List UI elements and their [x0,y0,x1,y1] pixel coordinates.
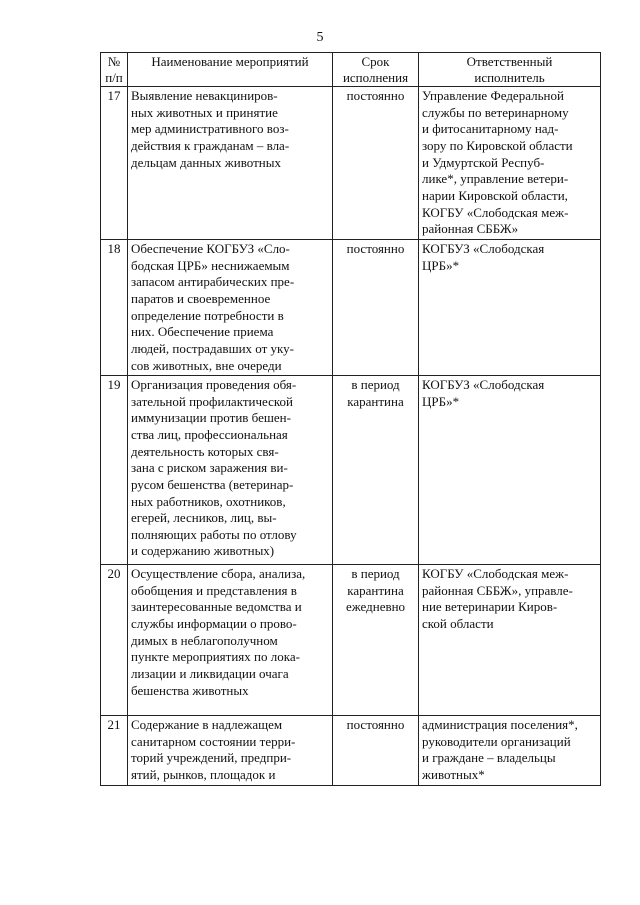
row-number: 21 [101,716,128,786]
text-line: лике*, управление ветери- [422,171,569,187]
text-line: нарии Кировской области, [422,187,568,203]
text-line: заинтересованные ведомства и [131,599,302,615]
text-line: димых в неблагополучном [131,632,278,648]
text-line: мер административного воз- [131,121,289,137]
header-line: исполнения [342,69,409,85]
text-line: бешенства животных [131,682,249,698]
table-row [101,87,601,240]
header-term [333,53,419,87]
table-row [101,565,601,716]
text-line: полняющих работы по отлову [131,526,297,542]
text-line: и содержанию животных) [131,543,275,559]
header-responsible [419,53,601,87]
header-num [101,53,128,87]
text-line: ской области [422,616,494,632]
text-line: зана с риском заражения ви- [131,460,288,476]
row-action [128,376,333,565]
text-line: лизации и ликвидации очага [131,665,289,681]
text-line: ных животных и принятие [131,104,278,120]
text-line: ных работников, охотников, [131,493,286,509]
row-term [333,565,419,716]
row-responsible [419,87,601,240]
header-line: Ответственный [466,54,553,69]
text-line: деятельность которых свя- [131,443,279,459]
text-line: карантина [347,393,404,409]
text-line: Организация проведения обя- [131,377,297,393]
header-line: п/п [105,69,123,85]
table-row [101,716,601,786]
text-line: администрация поселения*, [422,717,578,733]
text-line: санитарном состоянии терри- [131,733,296,749]
text-line: Обеспечение КОГБУЗ «Сло- [131,241,290,257]
header-action [128,53,333,87]
text-line: бодская ЦРБ» неснижаемым [131,257,290,273]
text-line: иммунизации против бешен- [131,410,291,426]
text-line: КОГБУ «Слободская меж- [422,204,569,220]
text-line: ежедневно [345,599,406,615]
text-line: Выявление невакциниров- [131,88,278,104]
table-header-row [101,53,601,87]
text-line: ства лиц, профессиональная [131,427,288,443]
text-line: КОГБУ «Слободская меж- [422,566,569,582]
text-line: паратов и своевременное [131,291,271,307]
header-line: Срок [361,54,390,69]
row-responsible [419,376,601,565]
row-term [333,376,419,565]
header-line: № [107,54,121,69]
row-responsible [419,565,601,716]
text-line: и фитосанитарному над- [422,121,559,137]
text-line: зору по Кировской области [422,138,573,154]
text-line: руководители организаций [422,733,571,749]
text-line: обобщения и представления в [131,582,297,598]
text-line: районная СББЖ» [422,221,519,237]
text-line: торий учреждений, предпри- [131,750,292,766]
text-line: них. Обеспечение приема [131,324,274,340]
row-term [333,716,419,786]
text-line: ЦРБ»* [422,257,460,273]
row-action [128,716,333,786]
text-line: постоянно [346,717,405,733]
row-action [128,565,333,716]
text-line: егерей, лесников, лиц, вы- [131,510,277,526]
row-responsible [419,716,601,786]
text-line: КОГБУЗ «Слободская [422,377,545,393]
text-line: постоянно [346,241,405,257]
table-row [101,240,601,376]
text-line: дельцам данных животных [131,154,281,170]
text-line: людей, пострадавших от уку- [131,340,295,356]
row-action [128,240,333,376]
text-line: животных* [422,767,485,783]
text-line: запасом антирабических пре- [131,274,295,290]
text-line: Осуществление сбора, анализа, [131,566,306,582]
text-line: пункте мероприятиях по лока- [131,649,300,665]
text-line: службы информации о прово- [131,616,297,632]
text-line: службы по ветеринарному [422,104,569,120]
text-line: зательной профилактической [131,393,293,409]
text-line: и граждане – владельцы [422,750,556,766]
text-line: постоянно [346,88,405,104]
row-number: 19 [101,376,128,565]
table-row [101,376,601,565]
row-term [333,240,419,376]
text-line: Содержание в надлежащем [131,717,283,733]
header-line: Наименование мероприятий [151,54,309,69]
text-line: ЦРБ»* [422,393,460,409]
text-line: сов животных, вне очереди [131,357,282,373]
text-line: в период [351,566,400,582]
text-line: районная СББЖ», управле- [422,582,573,598]
row-action [128,87,333,240]
row-responsible [419,240,601,376]
text-line: русом бешенства (ветеринар- [131,476,294,492]
text-line: карантина [347,582,404,598]
page-number: 5 [316,30,324,45]
text-line: КОГБУЗ «Слободская [422,241,545,257]
row-number: 18 [101,240,128,376]
header-line: исполнитель [474,69,545,85]
text-line: и Удмуртской Респуб- [422,154,545,170]
measures-table [100,52,601,786]
text-line: ятий, рынков, площадок и [131,767,276,783]
text-line: Управление Федеральной [422,88,564,104]
row-number: 17 [101,87,128,240]
row-term [333,87,419,240]
text-line: действия к гражданам – вла- [131,138,290,154]
text-line: определение потребности в [131,307,284,323]
text-line: ние ветеринарии Киров- [422,599,558,615]
text-line: в период [351,377,400,393]
row-number: 20 [101,565,128,716]
